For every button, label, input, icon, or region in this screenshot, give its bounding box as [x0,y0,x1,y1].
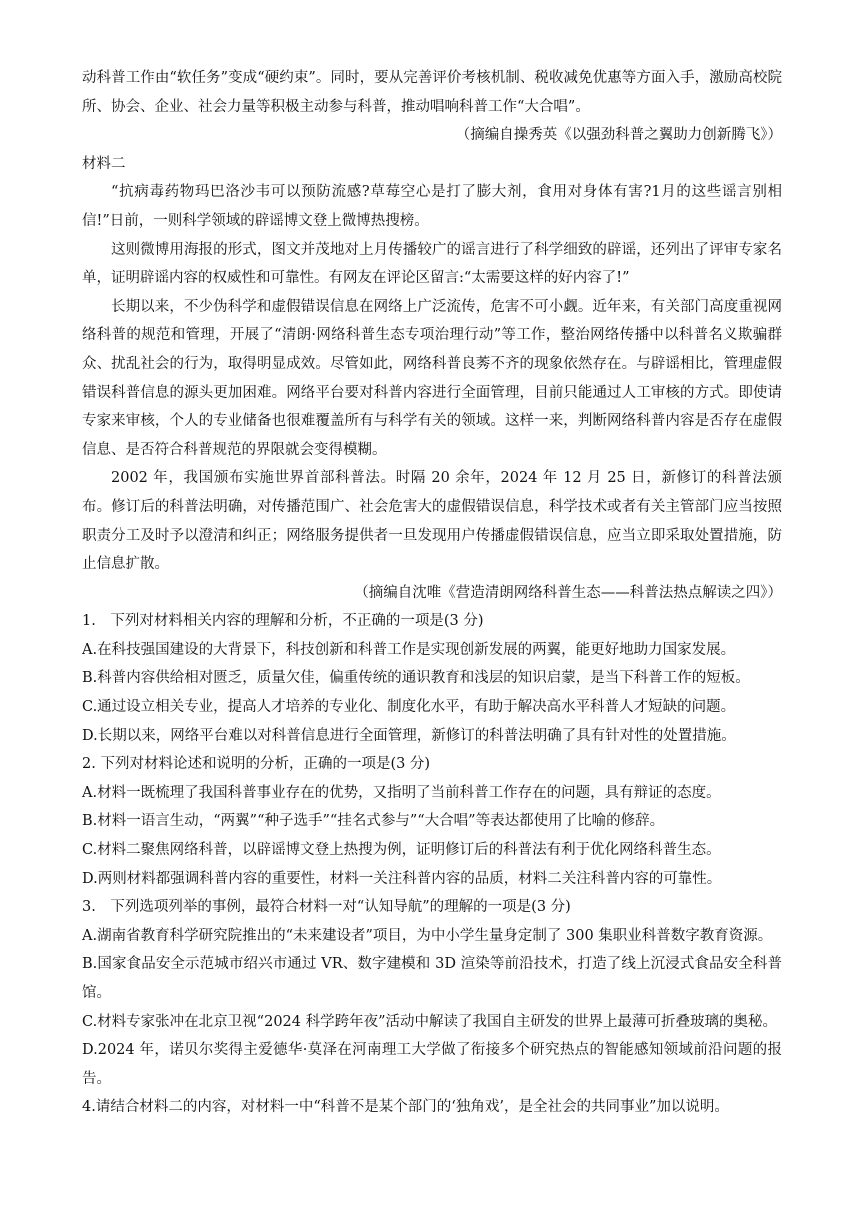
option-b: B.材料一语言生动，“两翼”“种子选手”“挂名式参与”“大合唱”等表达都使用了比喻的修辞。 [82,813,665,830]
option-a: A.材料一既梳理了我国科普事业存在的优势，又指明了当前科普工作存在的问题，具有辩证的态度。 [82,784,721,801]
document-page [82,64,782,1122]
option-a: A.在科技强国建设的大背景下，科技创新和科普工作是实现创新发展的两翼，能更好地助力国家发展。 [82,641,736,658]
question-3 [82,893,782,1093]
material2-paragraph-3: 长期以来，不少伪科学和虚假错误信息在网络上广泛流传，危害不可小觑。近年来，有关部门高度重视网络科普的规范和管理，开展了“清朗·网络科普生态专项治理行动”等工作，整治网络传播中以科普名义欺骗群众、扰乱社会的行为，取得明显成效。尽管如此，网络科普良莠不齐的现象依然存在。与辟谣相比，管理虚假错误科普信息的源头更加困难。网络平台要对科普内容进行全面管理，目前只能通过人工审核的方式。即使请专家来审核，个人的专业储备也很难覆盖所有与科学有关的领域。这样一来，判断网络科普内容是否存在虚假信息、是否符合科普规范的界限就会变得模糊。 [82,298,782,458]
material2-paragraph-2: 这则微博用海报的形式，图文并茂地对上月传播较广的谣言进行了科学细致的辟谣，还列出了评审专家名单，证明辟谣内容的权威性和可靠性。有网友在评论区留言:“太需要这样的好内容了!” [82,241,782,287]
option-b: B.国家食品安全示范城市绍兴市通过 VR、数字建模和 3D 渲染等前沿技术，打造了线上沉浸式食品安全科普馆。 [82,956,782,1001]
question-4 [82,1093,782,1122]
material2-paragraph-4: 2002 年，我国颁布实施世界首部科普法。时隔 20 余年，2024 年 12 月 25 日，新修订的科普法颁布。修订后的科普法明确，对传播范围广、社会危害大的虚假错误信息，科学技术或者有关主管部门应当按照职责分工及时予以澄清和纠正；网络服务提供者一旦发现用户传播虚假错误信息，应当立即采取处置措施，防止信息扩散。 [82,470,782,573]
question-stem: 3. 下列选项列举的事例，最符合材料一对“认知导航”的理解的一项是(3 分) [82,899,571,916]
question-stem: 1. 下列对材料相关内容的理解和分析，不正确的一项是(3 分) [82,613,484,630]
option-d: D.两则材料都强调科普内容的重要性，材料一关注科普内容的品质，材料二关注科普内容的可靠性。 [82,870,722,887]
option-c: C.材料二聚焦网络科普，以辟谣博文登上热搜为例，证明修订后的科普法有利于优化网络科普生态。 [82,842,721,859]
question-2 [82,750,782,893]
option-c: C.通过设立相关专业，提高人才培养的专业化、制度化水平，有助于解决高水平科普人才短缺的问题。 [82,699,736,716]
option-c: C.材料专家张冲在北京卫视“2024 科学跨年夜”活动中解读了我国自主研发的世界上最薄可折叠玻璃的奥秘。 [82,1013,778,1030]
question-1 [82,607,782,750]
material1-source: （摘编自操秀英《以强劲科普之翼助力创新腾飞》） [455,127,782,144]
option-d: D.2024 年，诺贝尔奖得主爱德华·莫泽在河南理工大学做了衔接多个研究热点的智能感知领域前沿问题的报告。 [82,1042,782,1087]
material2-paragraph-1: “抗病毒药物玛巴洛沙韦可以预防流感?草莓空心是打了膨大剂，食用对身体有害?1月的这些谣言别相信!”日前，一则科学领域的辟谣博文登上微博热搜榜。 [82,184,782,229]
question-stem: 2. 下列对材料论述和说明的分析，正确的一项是(3 分) [82,756,431,773]
option-b: B.科普内容供给相对匮乏，质量欠佳，偏重传统的通识教育和浅层的知识启蒙，是当下科普工作的短板。 [82,670,750,687]
option-d: D.长期以来，网络平台难以对科普信息进行全面管理，新修订的科普法明确了具有针对性的处置措施。 [82,727,736,744]
material1-tail-paragraph: 动科普工作由“软任务”变成“硬约束”。同时，要从完善评价考核机制、税收减免优惠等方面入手，激励高校院所、协会、企业、社会力量等积极主动参与科普，推动唱响科普工作“大合唱”。 [82,70,782,115]
question-stem: 4.请结合材料二的内容，对材料一中“科普不是某个部门的‘独角戏’，是全社会的共同事业”加以说明。 [82,1099,729,1116]
option-a: A.湖南省教育科学研究院推出的“未来建设者”项目，为中小学生量身定制了 300 集职业科普数字教育资源。 [82,927,773,944]
material2-source: （摘编自沈唯《营造清朗网络科普生态——科普法热点解读之四》） [354,584,782,601]
material2-label: 材料二 [82,155,126,172]
